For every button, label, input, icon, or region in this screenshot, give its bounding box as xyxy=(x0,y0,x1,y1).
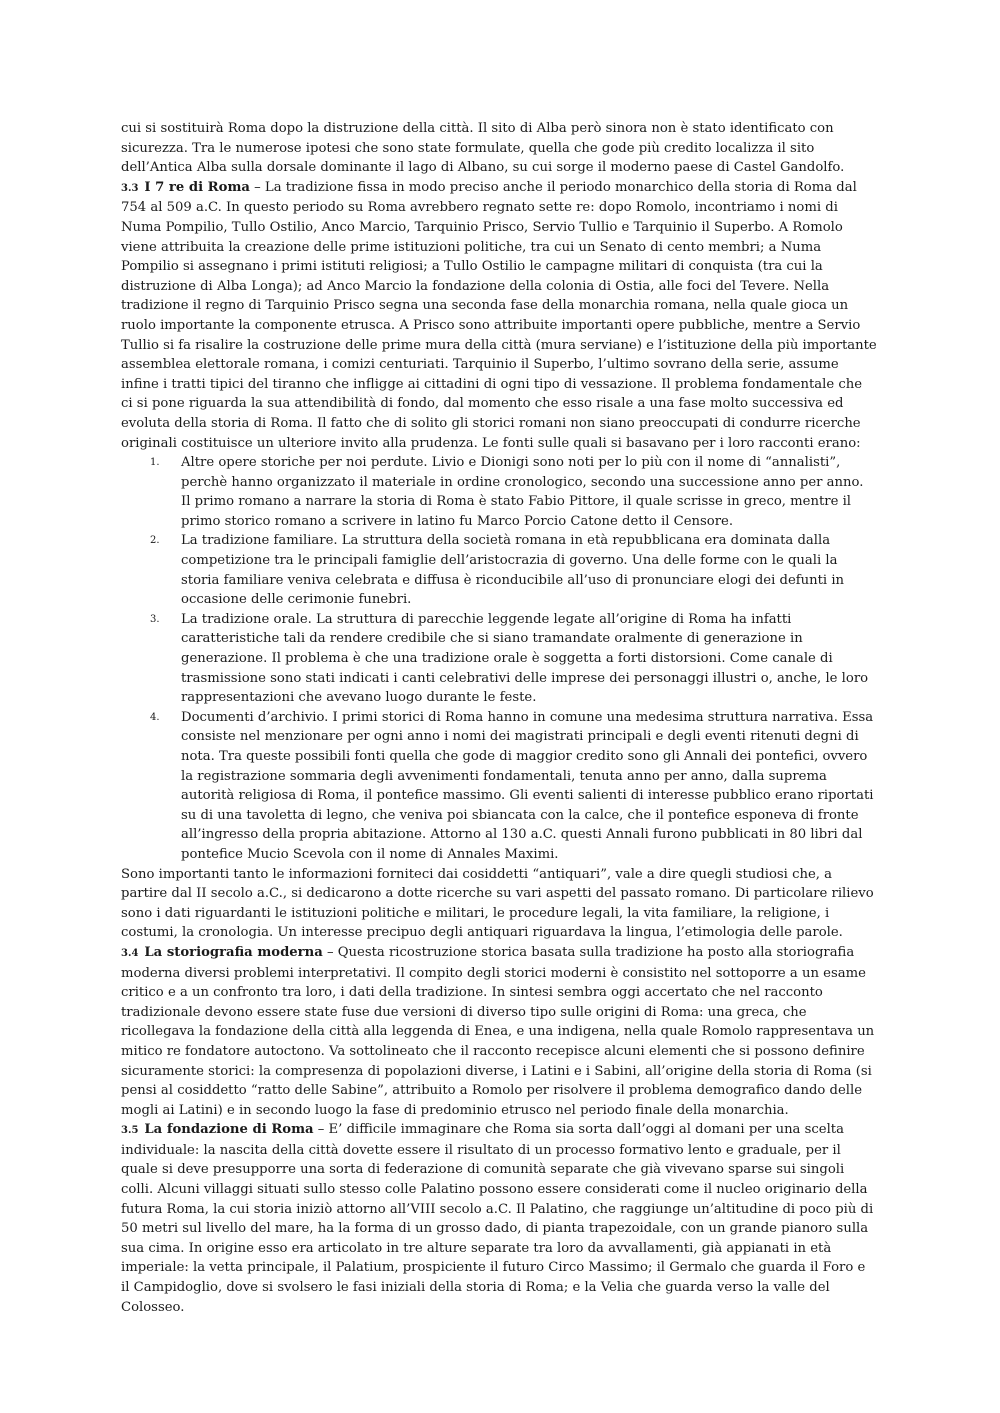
antiquari-paragraph: Sono importanti tanto le informazioni forniteci dai cosiddetti “antiquari”, vale a dire quegli studiosi che, a partire dal II secolo a.C., si dedicarono a dotte ricerche su vari aspetti del passato romano. Di particolare rilievo sono i dati riguardanti le istituzioni politiche e militari, le procedure legali, la vita familiare, la religione, i costumi, la cronologia. Un interesse precipuo degli antiquari riguardava la lingua, l’etimologia delle parole. xyxy=(121,866,874,941)
section-text: – La tradizione fissa in modo preciso anche il periodo monarchico della storia di Roma dal 754 al 509 a.C. In questo periodo su Roma avrebbero regnato sette re: dopo Romolo, incontriamo i nomi di Numa Pompilio, Tullo Ostilio, Anco Marcio, Tarquinio Prisco, Servio Tullio e Tarquinio il Superbo. A Romolo viene attribuita la creazione delle prime istituzioni politiche, tra cui un Senato di cento membri; a Numa Pompilio si assegnano i primi istituti religiosi; a Tullo Ostilio le campagne militari di conquista (tra cui la distruzione di Alba Longa); ad Anco Marcio la fondazione della colonia di Ostia, alle foci del Tevere. Nella tradizione il regno di Tarquinio Prisco segna una seconda fase della monarchia romana, nella quale gioca un ruolo importante la componente etrusca. A Prisco sono attribuite importanti opere pubbliche, mentre a Servio Tullio si fa risalire la costruzione delle prime mura della città (mura serviane) e l’istituzione della più importante assemblea elettorale romana, i comizi centuriati. Tarquinio il Superbo, l’ultimo sovrano della serie, assume infine i tratti tipici del tiranno che infligge ai cittadini di ogni tipo di vessazione. Il problema fondamentale che ci si pone riguarda la sua attendibilità di fondo, dal momento che esso risale a una fase molto successiva ed evoluta della storia di Roma. Il fatto che di solito gli storici romani non siano preoccupati di condurre ricerche originali costituisce un ulteriore invito alla prudenza. Le fonti sulle quali si basavano per i loro racconti erano: xyxy=(121,179,877,451)
list-item-number: 2. xyxy=(150,535,160,547)
list-item-number: 4. xyxy=(150,711,160,723)
section-text: – Questa ricostruzione storica basata sulla tradizione ha posto alla storiografia moderna diversi problemi interpretativi. Il compito degli storici moderni è consistito nel sottoporre a un esame critico e a un confronto tra loro, i dati della tradizione. In sintesi sembra oggi accertato che nel racconto tradizionale devono essere state fuse due versioni di diverso tipo sulle origini di Roma: una greca, che ricollegava la fondazione della città alla leggenda di Enea, e una indigena, nella quale Romolo rappresentava un mitico re fondatore autoctono. Va sottolineato che il racconto recepisce alcuni elementi che si possono definire sicuramente storici: la compresenza di popolazioni diverse, i Latini e i Sabini, all’origine della storia di Roma (si pensi al cosiddetto “ratto delle Sabine”, attribuito a Romolo per risolvere il problema demografico dando delle mogli ai Latini) e in secondo luogo la fase di predominio etrusco nel periodo finale della monarchia. xyxy=(121,944,875,1118)
sources-list xyxy=(121,453,877,864)
section-3-3 xyxy=(121,178,877,453)
list-item xyxy=(121,610,877,708)
section-text: – E’ difficile immaginare che Roma sia sorta dall’oggi al domani per una scelta individuale: la nascita della città dovette essere il risultato di un processo formativo lento e graduale, per il quale si deve presupporre una sorta di federazione di comunità separate che già vivevano sparse sui singoli colli. Alcuni villaggi situati sullo stesso colle Palatino possono essere considerati come il nucleo originario della futura Roma, la cui storia iniziò attorno all’VIII secolo a.C. Il Palatino, che raggiunge un’altitudine di poco più di 50 metri sul livello del mare, ha la forma di un grosso dado, di pianta trapezoidale, con un grande pianoro sulla sua cima. In origine esso era articolato in tre alture separate tra loro da avvallamenti, già appianati in età imperiale: la vetta principale, il Palatium, prospiciente il futuro Circo Massimo; il Germalo che guarda il Foro e il Campidoglio, dove si svolsero le fasi iniziali della storia di Roma; e la Velia che guarda verso la valle del Colosseo. xyxy=(121,1122,874,1315)
list-item-text: Documenti d’archivio. I primi storici di Roma hanno in comune una medesima struttura narrativa. Essa consiste nel menzionare per ogni anno i nomi dei magistrati principali e degli eventi ritenuti degni di nota. Tra queste possibili fonti quella che gode di maggior credito sono gli Annali dei pontefici, ovvero la registrazione sommaria degli avvenimenti fondamentali, tenuta anno per anno, dalla suprema autorità religiosa di Roma, il pontefice massimo. Gli eventi salienti di interesse pubblico erano riportati su di una tavoletta di legno, che veniva poi sbiancata con la calce, che il pontefice esponeva di fronte all’ingresso della propria abitazione. Attorno al 130 a.C. questi Annali furono pubblicati in 80 libri dal pontefice Mucio Scevola con il nome di Annales Maximi. xyxy=(181,709,874,862)
section-title: I 7 re di Roma xyxy=(144,179,250,195)
list-item xyxy=(121,531,877,609)
list-item-text: La tradizione orale. La struttura di parecchie leggende legate all’origine di Roma ha infatti caratteristiche tali da rendere credibile che si siano tramandate oralmente di generazione in generazione. Il problema è che una tradizione orale è soggetta a forti distorsioni. Come canale di trasmissione sono stati indicati i canti celebrativi delle imprese dei personaggi illustri o, anche, le loro rappresentazioni che avevano luogo durante le feste. xyxy=(181,611,869,706)
section-3-5 xyxy=(121,1120,877,1317)
list-item xyxy=(121,708,877,865)
list-item-number: 1. xyxy=(150,457,160,469)
document-page xyxy=(121,119,877,1317)
section-number: 3.3 xyxy=(121,182,139,194)
list-item-text: Altre opere storiche per noi perdute. Livio e Dionigi sono noti per lo più con il nome di “annalisti”, perchè hanno organizzato il materiale in ordine cronologico, secondo una successione anno per anno. Il primo romano a narrare la storia di Roma è stato Fabio Pittore, il quale scrisse in greco, mentre il primo storico romano a scrivere in latino fu Marco Porcio Catone detto il Censore. xyxy=(181,455,864,529)
section-title: La fondazione di Roma xyxy=(144,1122,314,1138)
list-item-number: 3. xyxy=(150,613,160,625)
list-item-text: La tradizione familiare. La struttura della società romana in età repubblicana era dominata dalla competizione tra le principali famiglie dell’aristocrazia di governo. Una delle forme con le quali la storia familiare veniva celebrata e diffusa è riconducibile all’uso di pronunciare elogi dei defunti in occasione delle cerimonie funebri. xyxy=(181,533,845,608)
section-number: 3.4 xyxy=(121,947,139,959)
section-3-4 xyxy=(121,943,877,1120)
section-number: 3.5 xyxy=(121,1125,139,1137)
section-title: La storiografia moderna xyxy=(144,944,323,960)
intro-paragraph: cui si sostituirà Roma dopo la distruzione della città. Il sito di Alba però sinora non è stato identificato con sicurezza. Tra le numerose ipotesi che sono state formulate, quella che gode più credito localizza il sito dell’Antica Alba sulla dorsale dominante il lago di Albano, su cui sorge il moderno paese di Castel Gandolfo. xyxy=(121,121,845,176)
list-item xyxy=(121,453,877,531)
